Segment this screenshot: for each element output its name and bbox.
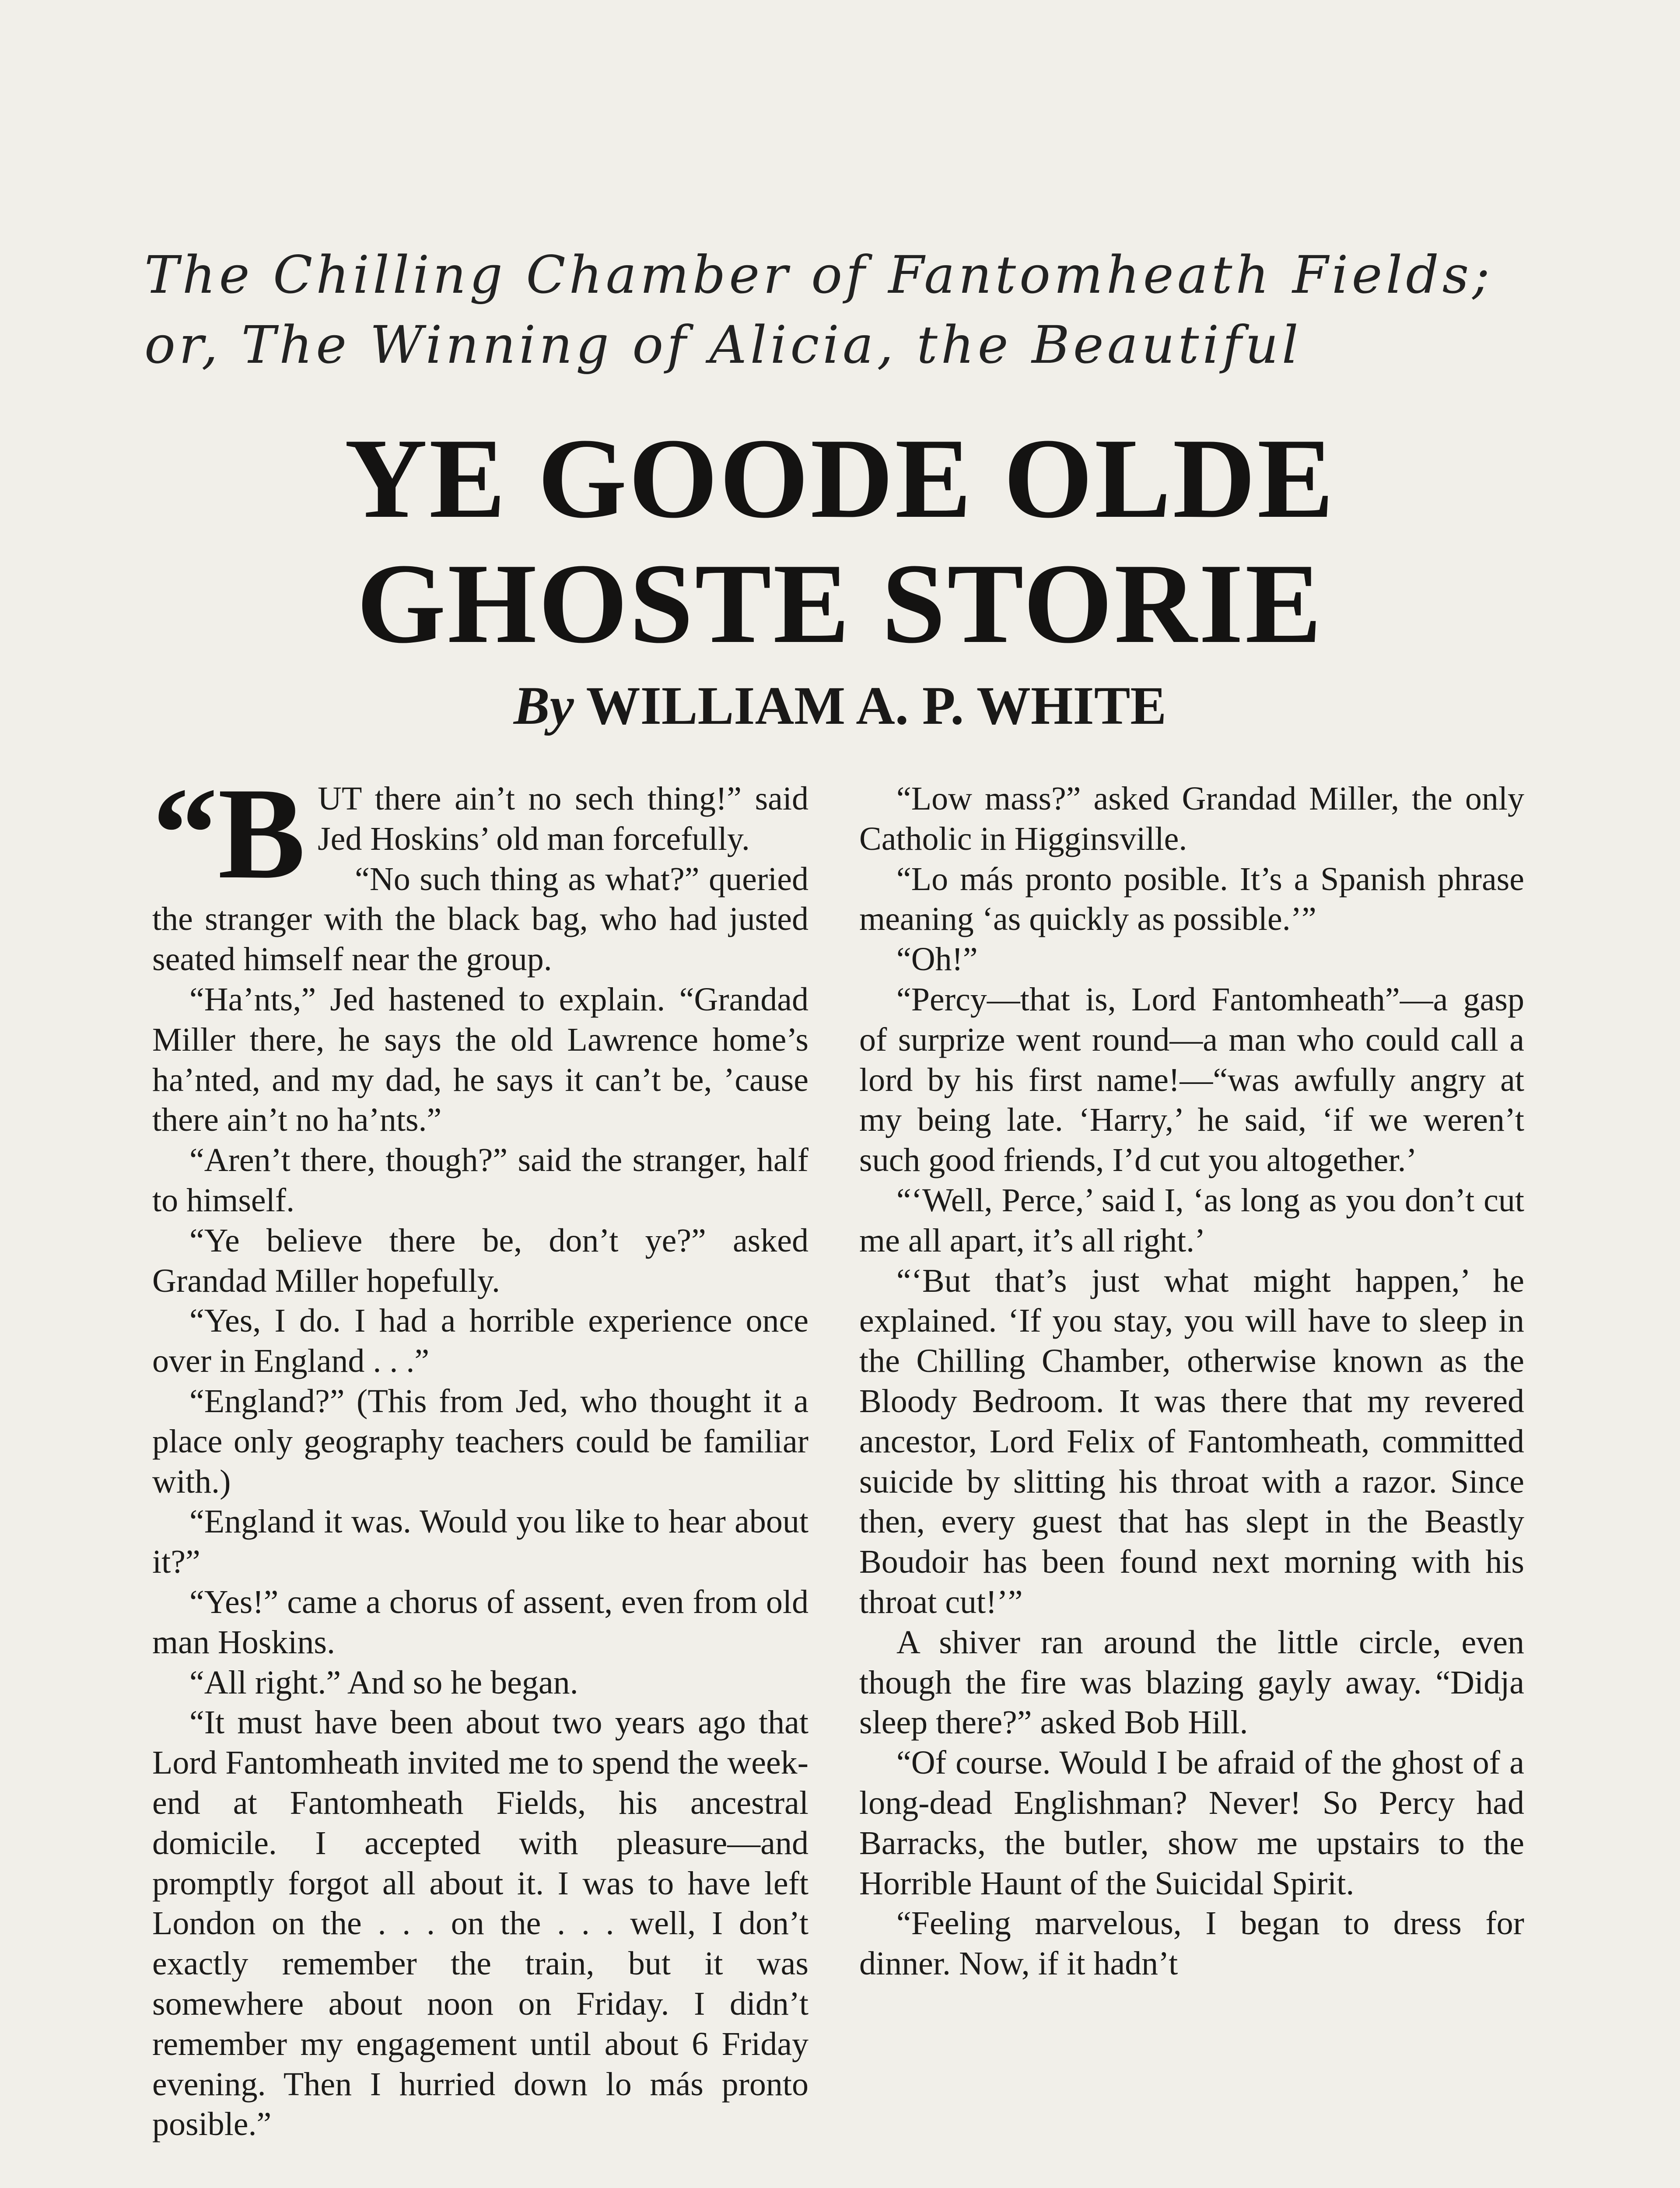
- paragraph: “England it was. Would you like to hear about it?”: [152, 1503, 808, 1581]
- drop-cap: [152, 761, 306, 906]
- paragraph: “Ye believe there be, don’t ye?” asked Grandad Miller hopefully.: [152, 1222, 808, 1299]
- story-subtitle: [144, 240, 1544, 380]
- paragraph: “Yes, I do. I had a horrible experience once over in England . . .”: [152, 1302, 808, 1380]
- byline-by: By: [513, 676, 574, 736]
- paragraph: “All right.” And so he began.: [189, 1664, 578, 1701]
- drop-cap-quote: “: [152, 761, 218, 906]
- paragraph: “No such thing as what?” queried the stranger with the black bag, who had justed seated himself near the group.: [152, 860, 808, 978]
- paragraph: A shiver ran around the little circle, even though the fire was blazing gayly away. “Didja sleep there?” asked Bob Hill.: [859, 1623, 1524, 1741]
- paragraph: “Lo más pronto posible. It’s a Spanish phrase meaning ‘as quickly as possible.’”: [859, 860, 1524, 938]
- paragraph: [152, 761, 808, 906]
- story-title: [0, 416, 1680, 666]
- drop-cap-letter: B: [218, 761, 306, 906]
- paragraph: “It must have been about two years ago that Lord Fantomheath invited me to spend the week-end at Fantomheath Fields, his ancestral domicile. I accepted with pleasure—and promptly forgot all about it. I was to have left London on the . . . on the . . . well, I don’t exactly remember the train, but it was somewhere about noon on Friday. I didn’t remember my engagement until about 6 Friday evening. Then I hurried down lo más pronto posible.”: [152, 1704, 808, 2143]
- title-line-1: YE GOODE OLDE: [344, 415, 1336, 542]
- subtitle-line-1: The Chilling Chamber of Fantomheath Fields;: [144, 245, 1494, 305]
- paragraph: “Oh!”: [896, 941, 978, 978]
- paragraph: “Percy—that is, Lord Fantomheath”—a gasp of surprize went round—a man who could call a lord by his first name!—“was awfully angry at my being late. ‘Harry,’ he said, ‘if we weren’t such good friends, I’d cut you altogether.’: [859, 981, 1524, 1179]
- paragraph: “‘But that’s just what might happen,’ he explained. ‘If you stay, you will have to sleep in the Chilling Chamber, otherwise known as the Bloody Bedroom. It was there that my revered ancestor, Lord Felix of Fantomheath, committed suicide by slitting his throat with a razor. Since then, every guest that has slept in the Beastly Boudoir has been found next morning with his throat cut!’”: [859, 1262, 1524, 1620]
- paragraph-text: UT there ain’t no sech thing!” said Jed Hoskins’ old man forcefully.: [318, 780, 808, 857]
- paragraph: “Yes!” came a chorus of assent, even from old man Hoskins.: [152, 1583, 808, 1661]
- paragraph: “Feeling marvelous, I began to dress for dinner. Now, if it hadn’t: [859, 1905, 1524, 1982]
- paragraph: “Of course. Would I be afraid of the ghost of a long-dead Englishman? Never! So Percy had Barracks, the butler, show me upstairs to the Horrible Haunt of the Suicidal Spirit.: [859, 1744, 1524, 1902]
- paragraph: “England?” (This from Jed, who thought it a place only geography teachers could be familiar with.): [152, 1382, 808, 1500]
- right-column: [859, 779, 1524, 1984]
- paragraph: “Aren’t there, though?” said the stranger, half to himself.: [152, 1142, 808, 1219]
- byline: [0, 673, 1680, 739]
- paragraph: “‘Well, Perce,’ said I, ‘as long as you don’t cut me all apart, it’s all right.’: [859, 1182, 1524, 1259]
- subtitle-line-2: or, The Winning of Alicia, the Beautiful: [144, 315, 1302, 375]
- left-column: [152, 761, 808, 2145]
- title-line-2: GHOSTE STORIE: [357, 540, 1323, 667]
- paragraph: “Ha’nts,” Jed hastened to explain. “Grandad Miller there, he says the old Lawrence home’s ha’nted, and my dad, he says it can’t be, ’cause there ain’t no ha’nts.”: [152, 981, 808, 1139]
- byline-author: WILLIAM A. P. WHITE: [586, 676, 1167, 736]
- paragraph: “Low mass?” asked Grandad Miller, the only Catholic in Higginsville.: [859, 780, 1524, 857]
